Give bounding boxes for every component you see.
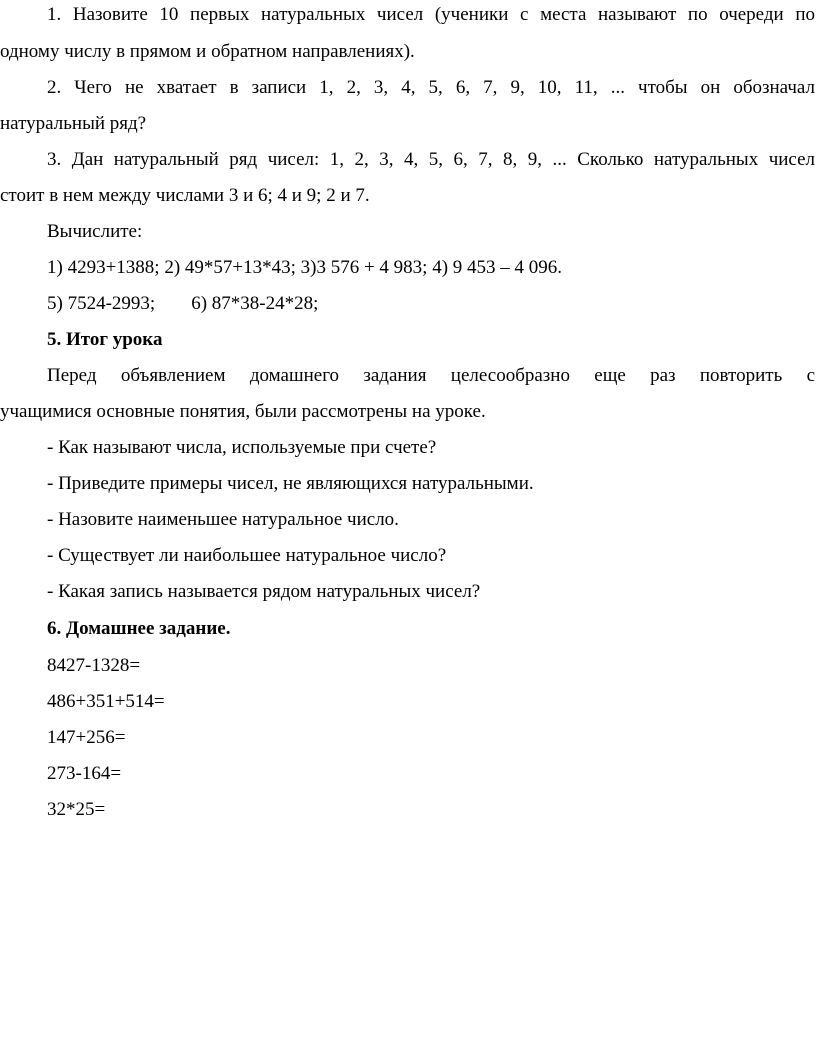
summary-question: - Как называют числа, используемые при счете? <box>47 437 437 458</box>
homework-heading: 6. Домашнее задание. <box>47 618 231 639</box>
calculate-item-5: 5) 7524-2993; <box>47 293 156 314</box>
calculate-item-6: 6) 87*38-24*28; <box>191 293 319 314</box>
summary-intro-line-2: учащимися основные понятия, были рассмотрены на уроке. <box>0 401 486 422</box>
summary-question: - Назовите наименьшее натуральное число. <box>47 509 399 530</box>
question-2-line-1: 2. Чего не хватает в записи 1, 2, 3, 4, 5, 6, 7, 9, 10, 11, ... чтобы он обозначал <box>47 77 815 98</box>
homework-exercise: 273-164= <box>47 763 122 784</box>
question-3-line-2: стоит в нем между числами 3 и 6; 4 и 9; 2 и 7. <box>0 185 370 206</box>
summary-question: - Приведите примеры чисел, не являющихся натуральными. <box>47 473 534 494</box>
question-3-line-1: 3. Дан натуральный ряд чисел: 1, 2, 3, 4, 5, 6, 7, 8, 9, ... Сколько натуральных чисел <box>47 149 815 170</box>
calculate-row-1: 1) 4293+1388; 2) 49*57+13*43; 3)3 576 + 4 983; 4) 9 453 – 4 096. <box>47 257 563 278</box>
summary-heading: 5. Итог урока <box>47 329 163 350</box>
homework-exercise: 8427-1328= <box>47 655 141 676</box>
summary-intro-line-1: Перед объявлением домашнего задания целесообразно еще раз повторить с <box>47 365 815 386</box>
homework-exercise: 486+351+514= <box>47 691 165 712</box>
question-1-line-2: одному числу в прямом и обратном направлениях). <box>0 41 415 62</box>
summary-question: - Существует ли наибольшее натуральное число? <box>47 545 447 566</box>
question-1-line-1: 1. Назовите 10 первых натуральных чисел (ученики с места называют по очереди по <box>47 4 815 25</box>
summary-question: - Какая запись называется рядом натуральных чисел? <box>47 581 481 602</box>
homework-exercise: 147+256= <box>47 727 126 748</box>
homework-exercise: 32*25= <box>47 799 106 820</box>
calculate-row-2 <box>47 291 318 317</box>
calculate-heading: Вычислите: <box>47 221 143 242</box>
question-2-line-2: натуральный ряд? <box>0 113 147 134</box>
